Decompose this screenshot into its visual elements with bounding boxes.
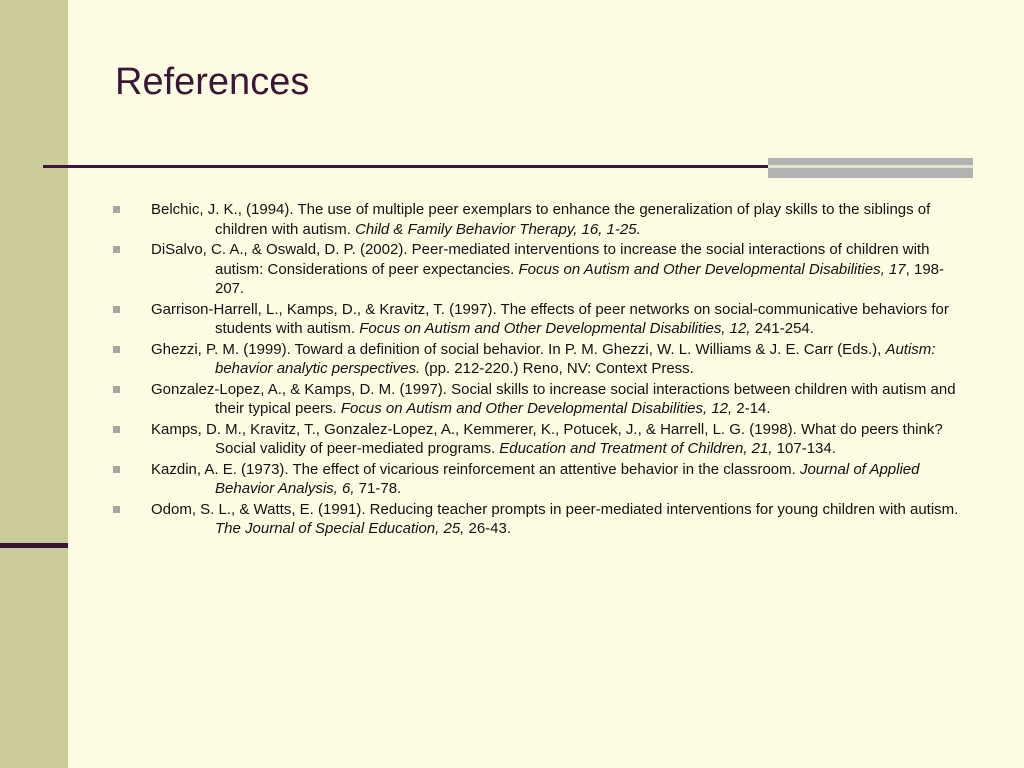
reference-source: Focus on Autism and Other Developmental Disabilities, 12,	[340, 400, 733, 417]
reference-source: Journal of Applied Behavior Analysis, 6,	[215, 460, 920, 497]
reference-item	[113, 240, 963, 299]
title-divider-gray-stripe	[768, 165, 973, 168]
reference-source: Focus on Autism and Other Developmental Disabilities, 17	[518, 260, 906, 278]
reference-text: DiSalvo, C. A., & Oswald, D. P. (2002). Peer-mediated interventions to increase the social interactions of children with autism: Considerations of peer expectancies.	[151, 241, 930, 278]
title-divider-line	[43, 165, 768, 168]
reference-text: Odom, S. L., & Watts, E. (1991). Reducing teacher prompts in peer-mediated interventions for young children with autism.	[151, 500, 959, 518]
reference-pages: (pp. 212-220.) Reno, NV: Context Press.	[420, 360, 694, 377]
square-bullet-icon	[113, 306, 120, 313]
left-sidebar-band	[0, 0, 68, 768]
reference-pages: 107-134.	[772, 440, 836, 457]
reference-source: The Journal of Special Education, 25,	[215, 520, 465, 537]
slide-title: References	[115, 61, 310, 103]
reference-source: Child & Family Behavior Therapy, 16, 1-25.	[355, 220, 641, 238]
reference-text: Kazdin, A. E. (1973). The effect of vicarious reinforcement an attentive behavior in the classroom.	[151, 460, 800, 478]
reference-item	[113, 420, 963, 459]
square-bullet-icon	[113, 386, 120, 393]
reference-pages: 71-78.	[354, 480, 402, 497]
reference-item	[113, 300, 963, 339]
reference-pages: , 198-207.	[215, 260, 944, 297]
reference-item	[113, 200, 963, 239]
reference-text: Garrison-Harrell, L., Kamps, D., & Kravitz, T. (1997). The effects of peer networks on social-communicative behaviors for students with autism.	[151, 300, 949, 337]
reference-text: Gonzalez-Lopez, A., & Kamps, D. M. (1997). Social skills to increase social interactions between children with autism and their typical peers.	[151, 380, 956, 417]
square-bullet-icon	[113, 346, 120, 353]
reference-item	[113, 340, 963, 379]
reference-text: Kamps, D. M., Kravitz, T., Gonzalez-Lopez, A., Kemmerer, K., Potucek, J., & Harrell, L. G. (1998). What do peers think? Social validity of peer-mediated programs.	[151, 420, 943, 457]
reference-source: Autism: behavior analytic perspectives.	[215, 340, 936, 377]
square-bullet-icon	[113, 466, 120, 473]
reference-pages: 241-254.	[750, 320, 814, 337]
square-bullet-icon	[113, 506, 120, 513]
square-bullet-icon	[113, 246, 120, 253]
reference-item	[113, 460, 963, 499]
left-accent-line	[0, 543, 68, 548]
reference-item	[113, 500, 963, 539]
title-divider-gray-band	[768, 158, 973, 178]
reference-text: Belchic, J. K., (1994). The use of multiple peer exemplars to enhance the generalization of play skills to the siblings of children with autism.	[151, 201, 931, 238]
reference-pages: 2-14.	[732, 400, 771, 417]
reference-list	[113, 200, 963, 540]
reference-source: Focus on Autism and Other Developmental Disabilities, 12,	[359, 320, 751, 337]
reference-pages: 26-43.	[464, 520, 512, 537]
square-bullet-icon	[113, 426, 120, 433]
reference-item	[113, 380, 963, 419]
square-bullet-icon	[113, 206, 120, 213]
reference-source: Education and Treatment of Children, 21,	[499, 440, 773, 457]
reference-text: Ghezzi, P. M. (1999). Toward a definition of social behavior. In P. M. Ghezzi, W. L. Williams & J. E. Carr (Eds.),	[151, 340, 886, 358]
